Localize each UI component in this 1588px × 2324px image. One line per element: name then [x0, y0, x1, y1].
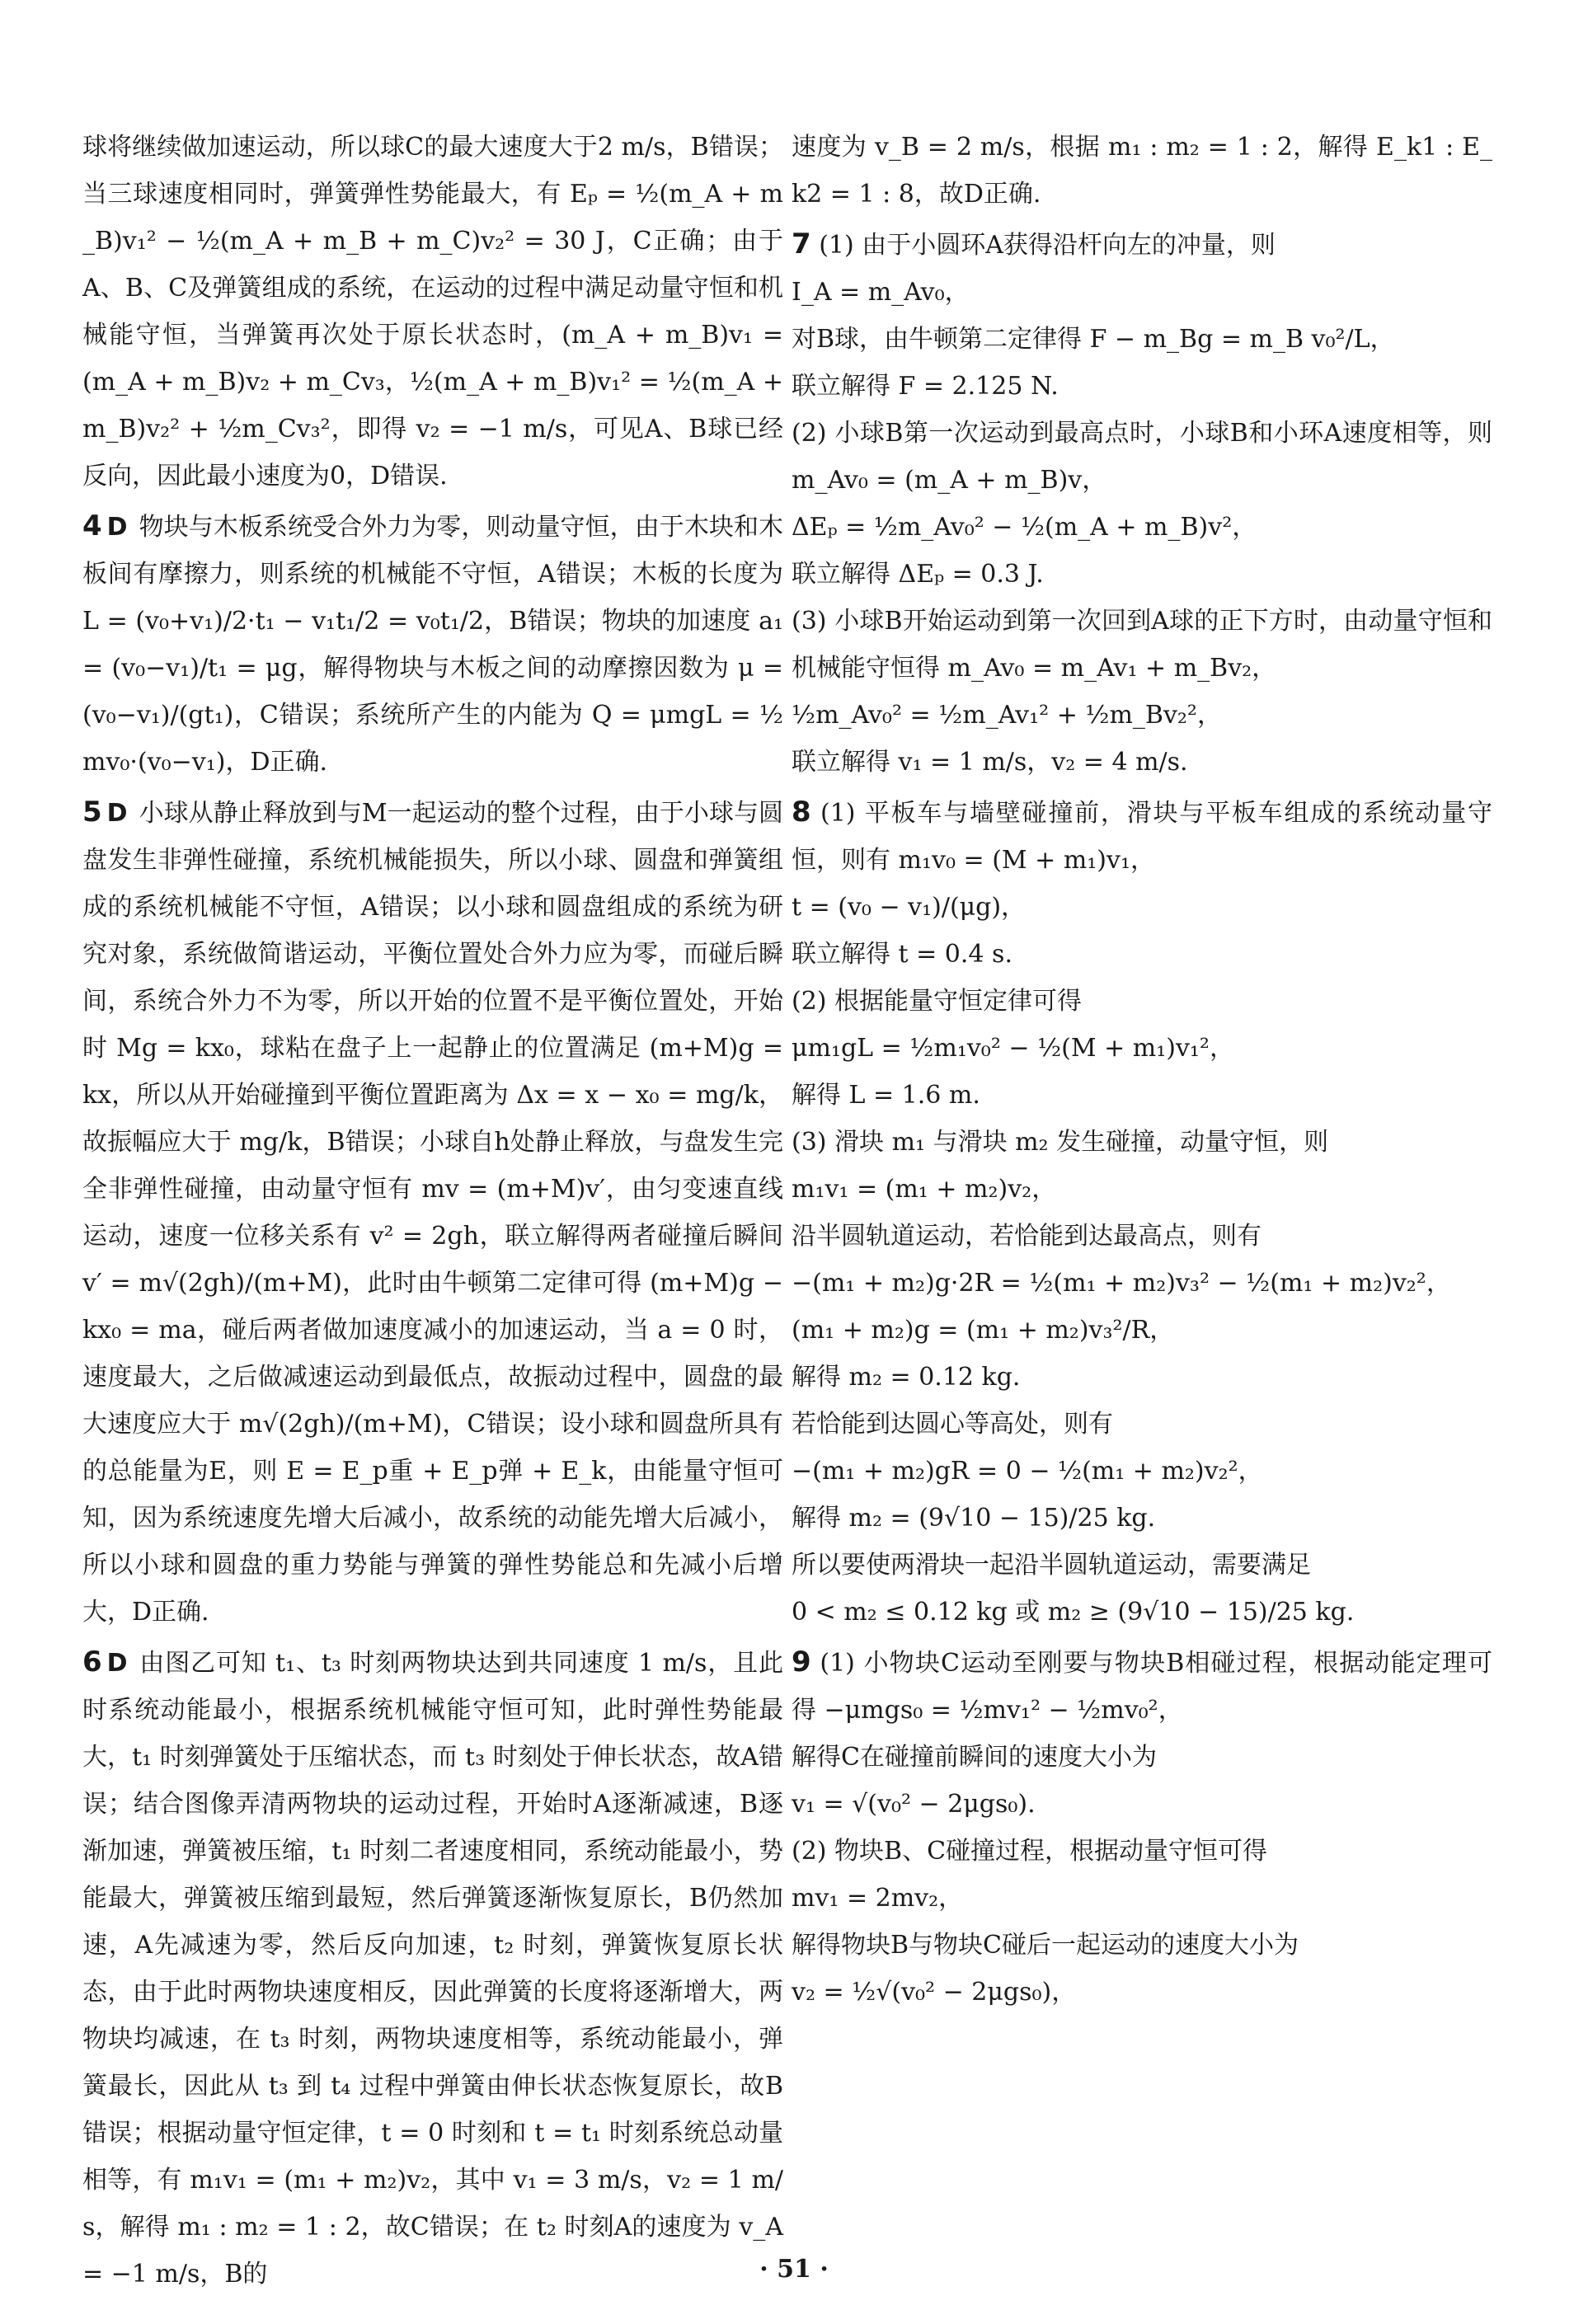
left-column	[82, 124, 783, 2298]
item-number: 9	[792, 1646, 811, 1678]
paragraph-continuation: 速度为 v_B = 2 m/s，根据 m₁ : m₂ = 1 : 2，解得 E_k1 : E_k2 = 1 : 8，故D正确.	[792, 133, 1492, 209]
answer-item-5	[82, 789, 783, 1636]
item-number: 4	[82, 509, 102, 542]
solution-line: 解得 m₂ = 0.12 kg.	[792, 1363, 1021, 1392]
solution-line: (3) 滑块 m₁ 与滑块 m₂ 发生碰撞，动量守恒，则	[792, 1128, 1329, 1157]
solution-line: 解得C在碰撞前瞬间的速度大小为	[792, 1743, 1157, 1772]
item-text: 小球从静止释放到与M一起运动的整个过程，由于小球与圆盘发生非弹性碰撞，系统机械能损失，所以小球、圆盘和弹簧组成的系统机械能不守恒，A错误；以小球和圆盘组成的系统为研究对象，系统做简谐运动，平衡位置处合外力应为零，而碰后瞬间，系统合外力不为零，所以开始的位置不是平衡位置处，开始时 Mg = kx₀，球粘在盘子上一起静止的位置满足 (m+M)g = kx，所以从开始碰撞到平衡位置距离为 Δx = x − x₀ = mg/k，故振幅应大于 mg/k，B错误；小球自h处静止释放，与盘发生完全非弹性碰撞，由动量守恒有 mv = (m+M)v′，由匀变速直线运动，速度一位移关系有 v² = 2gh，联立解得两者碰撞后瞬间 v′ = m√(2gh)/(m+M)，此时由牛顿第二定律可得 (m+M)g − kx₀ = ma，碰后两者做加速度减小的加速运动，当 a = 0 时，速度最大，之后做减速运动到最低点，故振动过程中，圆盘的最大速度应大于 m√(2gh)/(m+M)，C错误；设小球和圆盘所具有的总能量为E，则 E = E_p重 + E_p弹 + E_k，由能量守恒可知，因为系统速度先增大后减小，故系统的动能先增大后减小，所以小球和圆盘的重力势能与弹簧的弹性势能总和先减小后增大，D正确.	[82, 799, 783, 1627]
right-column	[792, 124, 1492, 2016]
solution-line: 沿半圆轨道运动，若恰能到达最高点，则有	[792, 1222, 1261, 1251]
solution-line: 所以要使两滑块一起沿半圆轨道运动，需要满足	[792, 1551, 1311, 1580]
item-number: 5	[82, 796, 102, 829]
solution-line: −(m₁ + m₂)g·2R = ½(m₁ + m₂)v₃² − ½(m₁ + m₂)v₂²，	[792, 1269, 1451, 1298]
solution-line: t = (v₀ − v₁)/(μg)，	[792, 893, 1027, 922]
solution-line: I_A = m_Av₀，	[792, 278, 970, 307]
solution-line: (2) 物块B、C碰撞过程，根据动量守恒可得	[792, 1837, 1268, 1866]
answer-item-7	[792, 221, 1492, 269]
answer-letter: D	[106, 1649, 128, 1678]
item-text: 物块与木板系统受合外力为零，则动量守恒，由于木块和木板间有摩擦力，则系统的机械能不守恒，A错误；木板的长度为 L = (v₀+v₁)/2·t₁ − v₁t₁/2 = v₀t₁/2，B错误；物块的加速度 a₁ = (v₀−v₁)/t₁ = μg，解得物块与木板之间的动摩擦因数为 μ = (v₀−v₁)/(gt₁)，C错误；系统所产生的内能为 Q = μmgL = ½mv₀·(v₀−v₁)，D正确.	[82, 513, 783, 777]
solution-line: ½m_Av₀² = ½m_Av₁² + ½m_Bv₂²，	[792, 701, 1222, 730]
solution-line: m₁v₁ = (m₁ + m₂)v₂，	[792, 1175, 1057, 1204]
solution-line: −(m₁ + m₂)gR = 0 − ½(m₁ + m₂)v₂²，	[792, 1457, 1263, 1486]
answer-item-6	[82, 1639, 783, 2298]
solution-line: (2) 小球B第一次运动到最高点时，小球B和小环A速度相等，则 m_Av₀ = (m_A + m_B)v，	[792, 419, 1492, 495]
solution-line: 联立解得 F = 2.125 N.	[792, 372, 1059, 401]
item-number: 7	[792, 228, 811, 261]
item-number: 8	[792, 796, 811, 829]
item-text: 由图乙可知 t₁、t₃ 时刻两物块达到共同速度 1 m/s，且此时系统动能最小，根据系统机械能守恒可知，此时弹性势能最大，t₁ 时刻弹簧处于压缩状态，而 t₃ 时刻处于伸长状态，故A错误；结合图像弄清两物块的运动过程，开始时A逐渐减速，B逐渐加速，弹簧被压缩，t₁ 时刻二者速度相同，系统动能最小，势能最大，弹簧被压缩到最短，然后弹簧逐渐恢复原长，B仍然加速，A先减速为零，然后反向加速，t₂ 时刻，弹簧恢复原长状态，由于此时两物块速度相反，因此弹簧的长度将逐渐增大，两物块均减速，在 t₃ 时刻，两物块速度相等，系统动能最小，弹簧最长，因此从 t₃ 到 t₄ 过程中弹簧由伸长状态恢复原长，故B错误；根据动量守恒定律，t = 0 时刻和 t = t₁ 时刻系统总动量相等，有 m₁v₁ = (m₁ + m₂)v₂，其中 v₁ = 3 m/s，v₂ = 1 m/s，解得 m₁ : m₂ = 1 : 2，故C错误；在 t₂ 时刻A的速度为 v_A = −1 m/s，B的	[82, 1649, 783, 2289]
solution-line: 若恰能到达圆心等高处，则有	[792, 1410, 1113, 1439]
solution-line: 联立解得 v₁ = 1 m/s，v₂ = 4 m/s.	[792, 748, 1188, 777]
item-number: 6	[82, 1646, 102, 1678]
solution-line: ΔEₚ = ½m_Av₀² − ½(m_A + m_B)v²，	[792, 513, 1257, 542]
solution-line: mv₁ = 2mv₂，	[792, 1884, 964, 1913]
solution-line: (3) 小球B开始运动到第一次回到A球的正下方时，由动量守恒和机械能守恒得 m_Av₀ = m_Av₁ + m_Bv₂，	[792, 607, 1492, 683]
paragraph-continuation: 球将继续做加速运动，所以球C的最大速度大于2 m/s，B错误；当三球速度相同时，弹簧弹性势能最大，有 Eₚ = ½(m_A + m_B)v₁² − ½(m_A + m_B + m_C)v₂² = 30 J，C正确；由于A、B、C及弹簧组成的系统，在运动的过程中满足动量守恒和机械能守恒，当弹簧再次处于原长状态时，(m_A + m_B)v₁ = (m_A + m_B)v₂ + m_Cv₃，½(m_A + m_B)v₁² = ½(m_A + m_B)v₂² + ½m_Cv₃²，即得 v₂ = −1 m/s，可见A、B球已经反向，因此最小速度为0，D错误.	[82, 133, 783, 491]
solution-line: 解得 L = 1.6 m.	[792, 1081, 980, 1110]
solution-line: (m₁ + m₂)g = (m₁ + m₂)v₃²/R，	[792, 1316, 1175, 1345]
solution-line: 联立解得 ΔEₚ = 0.3 J.	[792, 560, 1044, 589]
solution-line: 解得 m₂ = (9√10 − 15)/25 kg.	[792, 1504, 1156, 1533]
answer-item-8	[792, 789, 1492, 884]
answer-letter: D	[106, 513, 128, 542]
solution-line: 解得物块B与物块C碰后一起运动的速度大小为	[792, 1931, 1299, 1960]
item-text: (1) 小物块C运动至刚要与物块B相碰过程，根据动能定理可得 −μmgs₀ = ½mv₁² − ½mv₀²，	[792, 1649, 1492, 1725]
answer-letter: D	[106, 799, 128, 828]
page-number: · 51 ·	[759, 2255, 829, 2284]
answer-item-9	[792, 1639, 1492, 1734]
item-text: (1) 由于小圆环A获得沿杆向左的冲量，则	[819, 231, 1276, 260]
solution-line: v₁ = √(v₀² − 2μgs₀).	[792, 1790, 1036, 1819]
item-text: (1) 平板车与墙壁碰撞前，滑块与平板车组成的系统动量守恒，则有 m₁v₀ = (M + m₁)v₁，	[792, 799, 1492, 875]
solution-line: 对B球，由牛顿第二定律得 F − m_Bg = m_B v₀²/L，	[792, 325, 1395, 354]
solution-line: (2) 根据能量守恒定律可得	[792, 987, 1083, 1016]
solution-line: 0 < m₂ ≤ 0.12 kg 或 m₂ ≥ (9√10 − 15)/25 kg.	[792, 1598, 1355, 1627]
solution-line: v₂ = ½√(v₀² − 2μgs₀)，	[792, 1978, 1077, 2007]
solution-line: 联立解得 t = 0.4 s.	[792, 940, 1012, 969]
solution-line: μm₁gL = ½m₁v₀² − ½(M + m₁)v₁²，	[792, 1034, 1234, 1063]
answer-item-4	[82, 503, 783, 786]
